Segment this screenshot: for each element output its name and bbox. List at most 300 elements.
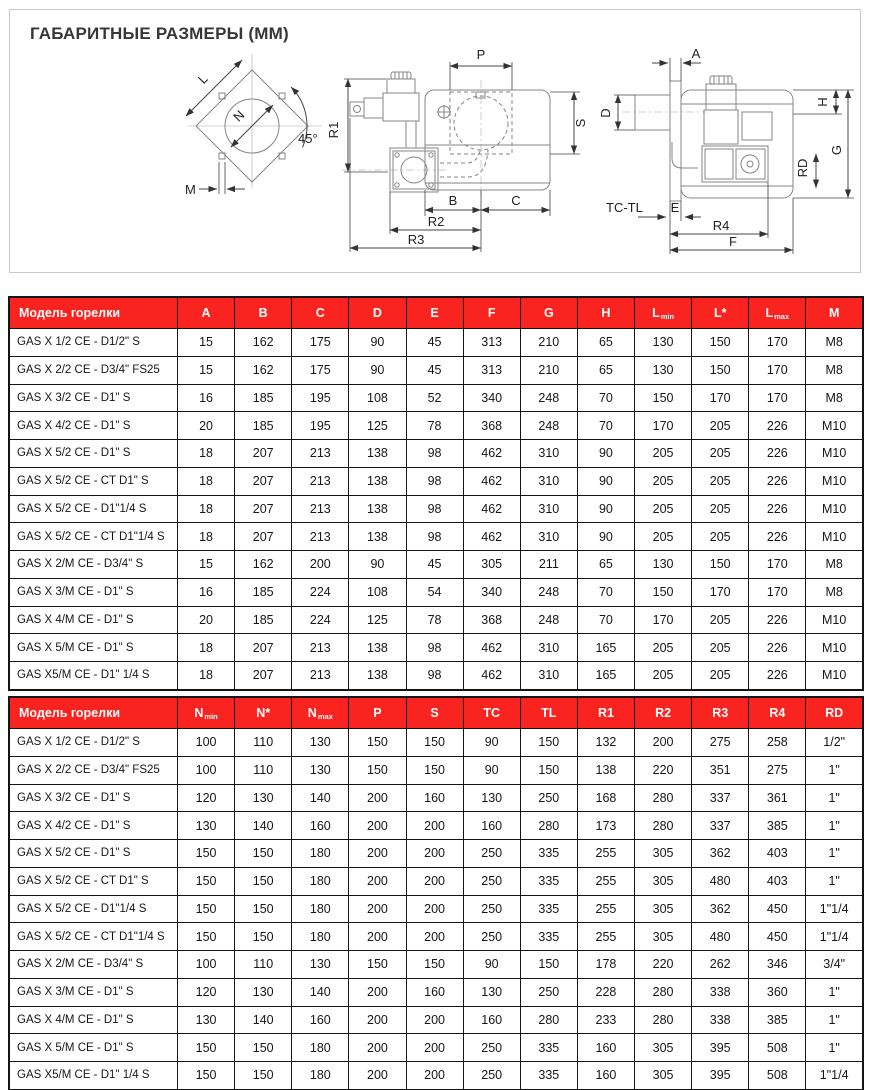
- value-cell: 130: [178, 1006, 235, 1034]
- column-header: M: [806, 297, 863, 329]
- model-cell: GAS X 1/2 CE - D1/2" S: [9, 729, 178, 757]
- value-cell: M10: [806, 662, 863, 690]
- value-cell: 207: [235, 495, 292, 523]
- value-cell: 120: [178, 978, 235, 1006]
- value-cell: 110: [235, 729, 292, 757]
- value-cell: 98: [406, 467, 463, 495]
- value-cell: 162: [235, 329, 292, 357]
- value-cell: M8: [806, 551, 863, 579]
- burner-top-view-drawing: [328, 46, 613, 258]
- value-cell: 185: [235, 412, 292, 440]
- value-cell: 16: [178, 578, 235, 606]
- value-cell: 160: [577, 1062, 634, 1090]
- table-row: [9, 412, 863, 440]
- value-cell: 150: [235, 867, 292, 895]
- value-cell: 180: [292, 895, 349, 923]
- model-cell: GAS X 5/2 CE - CT D1"1/4 S: [9, 923, 178, 951]
- value-cell: 310: [520, 467, 577, 495]
- value-cell: 160: [406, 978, 463, 1006]
- value-cell: 18: [178, 523, 235, 551]
- column-header: R1: [577, 697, 634, 729]
- value-cell: 125: [349, 606, 406, 634]
- column-header: C: [292, 297, 349, 329]
- value-cell: 15: [178, 551, 235, 579]
- value-cell: 140: [292, 978, 349, 1006]
- value-cell: 340: [463, 578, 520, 606]
- value-cell: 130: [235, 978, 292, 1006]
- value-cell: 255: [577, 867, 634, 895]
- column-header: $N_{max}$: [292, 697, 349, 729]
- value-cell: 310: [520, 634, 577, 662]
- value-cell: 132: [577, 729, 634, 757]
- value-cell: 178: [577, 951, 634, 979]
- value-cell: 205: [692, 467, 749, 495]
- value-cell: 1": [806, 756, 863, 784]
- value-cell: 180: [292, 1062, 349, 1090]
- table-row: [9, 440, 863, 468]
- value-cell: 100: [178, 951, 235, 979]
- value-cell: 70: [577, 412, 634, 440]
- value-cell: 150: [692, 329, 749, 357]
- value-cell: 170: [749, 551, 806, 579]
- value-cell: 200: [349, 1062, 406, 1090]
- column-header: TC: [463, 697, 520, 729]
- value-cell: 150: [235, 1062, 292, 1090]
- value-cell: 90: [577, 523, 634, 551]
- value-cell: 150: [520, 951, 577, 979]
- column-header: F: [463, 297, 520, 329]
- value-cell: 150: [406, 756, 463, 784]
- dimensions-table-2: [8, 696, 864, 1090]
- value-cell: 150: [635, 384, 692, 412]
- value-cell: 462: [463, 495, 520, 523]
- value-cell: 173: [577, 812, 634, 840]
- value-cell: 226: [749, 440, 806, 468]
- value-cell: 226: [749, 467, 806, 495]
- value-cell: 310: [520, 662, 577, 690]
- value-cell: 462: [463, 467, 520, 495]
- table-row: [9, 1062, 863, 1090]
- value-cell: 313: [463, 329, 520, 357]
- value-cell: 130: [463, 784, 520, 812]
- model-cell: GAS X 5/2 CE - CT D1" S: [9, 467, 178, 495]
- value-cell: 150: [349, 951, 406, 979]
- value-cell: 205: [635, 634, 692, 662]
- value-cell: 205: [692, 662, 749, 690]
- value-cell: 170: [635, 412, 692, 440]
- value-cell: 18: [178, 662, 235, 690]
- table-row: [9, 756, 863, 784]
- value-cell: 150: [406, 951, 463, 979]
- value-cell: M10: [806, 440, 863, 468]
- value-cell: 175: [292, 329, 349, 357]
- table-row: [9, 951, 863, 979]
- value-cell: 130: [292, 729, 349, 757]
- dim-label-45deg: 45°: [298, 131, 318, 146]
- value-cell: 305: [635, 867, 692, 895]
- value-cell: 138: [349, 523, 406, 551]
- value-cell: 280: [520, 1006, 577, 1034]
- value-cell: 275: [692, 729, 749, 757]
- dim-label-r3: R3: [407, 232, 425, 247]
- table-row: [9, 329, 863, 357]
- value-cell: 462: [463, 634, 520, 662]
- value-cell: 305: [635, 1062, 692, 1090]
- value-cell: 275: [749, 756, 806, 784]
- table-row: [9, 1006, 863, 1034]
- value-cell: 248: [520, 606, 577, 634]
- value-cell: 180: [292, 840, 349, 868]
- value-cell: 130: [235, 784, 292, 812]
- value-cell: 250: [463, 923, 520, 951]
- value-cell: 45: [406, 329, 463, 357]
- value-cell: 335: [520, 1034, 577, 1062]
- model-cell: GAS X 5/M CE - D1" S: [9, 634, 178, 662]
- table-row: [9, 634, 863, 662]
- table-row: [9, 578, 863, 606]
- value-cell: 205: [635, 523, 692, 551]
- value-cell: 170: [692, 384, 749, 412]
- model-cell: GAS X 3/2 CE - D1" S: [9, 784, 178, 812]
- value-cell: 15: [178, 329, 235, 357]
- value-cell: 150: [235, 923, 292, 951]
- value-cell: 205: [635, 662, 692, 690]
- value-cell: 200: [349, 1006, 406, 1034]
- value-cell: 150: [349, 756, 406, 784]
- model-cell: GAS X 2/M CE - D3/4" S: [9, 951, 178, 979]
- model-cell: GAS X 5/2 CE - D1" S: [9, 840, 178, 868]
- dim-label-tc-tl: TC-TL: [606, 200, 643, 215]
- value-cell: 185: [235, 384, 292, 412]
- value-cell: 45: [406, 356, 463, 384]
- value-cell: 248: [520, 412, 577, 440]
- value-cell: 45: [406, 551, 463, 579]
- value-cell: 200: [349, 978, 406, 1006]
- value-cell: 205: [692, 495, 749, 523]
- value-cell: 90: [577, 495, 634, 523]
- value-cell: 248: [520, 578, 577, 606]
- value-cell: 310: [520, 495, 577, 523]
- model-cell: GAS X 3/2 CE - D1" S: [9, 384, 178, 412]
- model-cell: GAS X 4/M CE - D1" S: [9, 1006, 178, 1034]
- value-cell: 160: [463, 1006, 520, 1034]
- column-header: S: [406, 697, 463, 729]
- model-cell: GAS X 5/2 CE - D1" S: [9, 440, 178, 468]
- table-row: [9, 812, 863, 840]
- value-cell: 480: [692, 923, 749, 951]
- dim-label-m: M: [185, 182, 196, 197]
- value-cell: 462: [463, 440, 520, 468]
- dim-label-h: H: [815, 97, 830, 107]
- value-cell: 90: [463, 756, 520, 784]
- value-cell: 52: [406, 384, 463, 412]
- value-cell: 508: [749, 1034, 806, 1062]
- value-cell: 205: [692, 606, 749, 634]
- value-cell: 480: [692, 867, 749, 895]
- flange-front-drawing: [172, 48, 337, 208]
- value-cell: 200: [349, 923, 406, 951]
- value-cell: 180: [292, 1034, 349, 1062]
- column-header: E: [406, 297, 463, 329]
- dim-label-g: G: [829, 144, 844, 156]
- model-cell: GAS X 4/2 CE - D1" S: [9, 412, 178, 440]
- value-cell: M8: [806, 356, 863, 384]
- value-cell: 340: [463, 384, 520, 412]
- value-cell: 205: [692, 634, 749, 662]
- value-cell: 160: [406, 784, 463, 812]
- value-cell: 211: [520, 551, 577, 579]
- value-cell: 150: [349, 729, 406, 757]
- model-cell: GAS X 5/2 CE - D1"1/4 S: [9, 495, 178, 523]
- value-cell: 335: [520, 1062, 577, 1090]
- column-header: H: [577, 297, 634, 329]
- table-row: [9, 840, 863, 868]
- value-cell: 160: [577, 1034, 634, 1062]
- value-cell: 1": [806, 812, 863, 840]
- value-cell: 220: [635, 756, 692, 784]
- value-cell: 250: [463, 1062, 520, 1090]
- value-cell: 1"1/4: [806, 895, 863, 923]
- value-cell: 150: [520, 729, 577, 757]
- value-cell: 138: [349, 662, 406, 690]
- value-cell: 224: [292, 606, 349, 634]
- value-cell: 130: [292, 951, 349, 979]
- table-row: [9, 729, 863, 757]
- value-cell: 362: [692, 840, 749, 868]
- column-header: $L_{max}$: [749, 297, 806, 329]
- value-cell: 150: [178, 1062, 235, 1090]
- dim-label-r2: R2: [427, 214, 445, 229]
- value-cell: 250: [463, 867, 520, 895]
- value-cell: 213: [292, 523, 349, 551]
- dim-label-p: P: [476, 47, 486, 62]
- value-cell: 310: [520, 440, 577, 468]
- value-cell: 168: [577, 784, 634, 812]
- model-cell: GAS X5/M CE - D1" 1/4 S: [9, 1062, 178, 1090]
- column-header: N*: [235, 697, 292, 729]
- value-cell: 508: [749, 1062, 806, 1090]
- value-cell: M10: [806, 467, 863, 495]
- value-cell: 195: [292, 384, 349, 412]
- model-cell: GAS X 5/2 CE - CT D1" S: [9, 867, 178, 895]
- value-cell: 255: [577, 923, 634, 951]
- value-cell: 213: [292, 634, 349, 662]
- value-cell: 403: [749, 867, 806, 895]
- value-cell: 200: [406, 1006, 463, 1034]
- value-cell: 224: [292, 578, 349, 606]
- table-row: [9, 384, 863, 412]
- value-cell: 65: [577, 551, 634, 579]
- value-cell: 18: [178, 440, 235, 468]
- value-cell: 195: [292, 412, 349, 440]
- table-row: [9, 867, 863, 895]
- column-header: R2: [635, 697, 692, 729]
- value-cell: 18: [178, 495, 235, 523]
- column-header: $L_{min}$: [635, 297, 692, 329]
- value-cell: 3/4": [806, 951, 863, 979]
- value-cell: 150: [692, 551, 749, 579]
- value-cell: 346: [749, 951, 806, 979]
- value-cell: 226: [749, 634, 806, 662]
- model-cell: GAS X 4/2 CE - D1" S: [9, 812, 178, 840]
- value-cell: 205: [692, 440, 749, 468]
- value-cell: 150: [406, 729, 463, 757]
- value-cell: 90: [463, 951, 520, 979]
- value-cell: 280: [635, 784, 692, 812]
- value-cell: 70: [577, 384, 634, 412]
- column-header: D: [349, 297, 406, 329]
- value-cell: 140: [235, 812, 292, 840]
- value-cell: 170: [749, 329, 806, 357]
- column-header: P: [349, 697, 406, 729]
- value-cell: 130: [292, 756, 349, 784]
- value-cell: 207: [235, 467, 292, 495]
- column-header: L*: [692, 297, 749, 329]
- model-cell: GAS X 2/2 CE - D3/4" FS25: [9, 756, 178, 784]
- value-cell: 210: [520, 356, 577, 384]
- table-row: [9, 467, 863, 495]
- value-cell: 100: [178, 756, 235, 784]
- dim-label-b: B: [448, 193, 458, 208]
- value-cell: 462: [463, 662, 520, 690]
- model-column-header: Модель горелки: [9, 297, 178, 329]
- table-row: [9, 356, 863, 384]
- value-cell: 98: [406, 523, 463, 551]
- value-cell: 226: [749, 662, 806, 690]
- column-header: RD: [806, 697, 863, 729]
- value-cell: 150: [178, 840, 235, 868]
- value-cell: 130: [635, 329, 692, 357]
- value-cell: 200: [406, 895, 463, 923]
- value-cell: 15: [178, 356, 235, 384]
- value-cell: 335: [520, 895, 577, 923]
- value-cell: 200: [406, 812, 463, 840]
- value-cell: M8: [806, 578, 863, 606]
- dim-label-s: S: [573, 118, 588, 128]
- value-cell: 280: [520, 812, 577, 840]
- value-cell: 78: [406, 606, 463, 634]
- value-cell: 150: [692, 356, 749, 384]
- value-cell: 100: [178, 729, 235, 757]
- value-cell: 185: [235, 578, 292, 606]
- value-cell: 200: [406, 1034, 463, 1062]
- value-cell: 1"1/4: [806, 1062, 863, 1090]
- value-cell: 125: [349, 412, 406, 440]
- value-cell: 213: [292, 495, 349, 523]
- value-cell: 200: [349, 1034, 406, 1062]
- value-cell: 138: [349, 634, 406, 662]
- value-cell: 280: [635, 978, 692, 1006]
- value-cell: 305: [635, 1034, 692, 1062]
- value-cell: 150: [178, 895, 235, 923]
- table-row: [9, 895, 863, 923]
- value-cell: 255: [577, 895, 634, 923]
- value-cell: 54: [406, 578, 463, 606]
- value-cell: 305: [463, 551, 520, 579]
- table-row: [9, 606, 863, 634]
- value-cell: 90: [463, 729, 520, 757]
- value-cell: 255: [577, 840, 634, 868]
- page-title: ГАБАРИТНЫЕ РАЗМЕРЫ (ММ): [30, 24, 289, 43]
- value-cell: 1": [806, 784, 863, 812]
- value-cell: 362: [692, 895, 749, 923]
- value-cell: 1": [806, 1034, 863, 1062]
- value-cell: 160: [463, 812, 520, 840]
- value-cell: M10: [806, 523, 863, 551]
- value-cell: 200: [406, 1062, 463, 1090]
- value-cell: 18: [178, 467, 235, 495]
- value-cell: 18: [178, 634, 235, 662]
- value-cell: 162: [235, 551, 292, 579]
- model-cell: GAS X 5/2 CE - D1"1/4 S: [9, 895, 178, 923]
- value-cell: 120: [178, 784, 235, 812]
- value-cell: M8: [806, 329, 863, 357]
- value-cell: 78: [406, 412, 463, 440]
- value-cell: 138: [577, 756, 634, 784]
- value-cell: 90: [349, 551, 406, 579]
- value-cell: 170: [749, 356, 806, 384]
- value-cell: 335: [520, 840, 577, 868]
- value-cell: 385: [749, 812, 806, 840]
- model-cell: GAS X 3/M CE - D1" S: [9, 978, 178, 1006]
- value-cell: 16: [178, 384, 235, 412]
- dim-label-l: L: [194, 70, 211, 87]
- value-cell: 200: [349, 784, 406, 812]
- value-cell: 395: [692, 1034, 749, 1062]
- value-cell: 98: [406, 662, 463, 690]
- dim-label-d: D: [598, 108, 613, 118]
- value-cell: 205: [692, 523, 749, 551]
- value-cell: 360: [749, 978, 806, 1006]
- value-cell: 226: [749, 523, 806, 551]
- dimensions-table-1: [8, 296, 864, 691]
- model-cell: GAS X 4/M CE - D1" S: [9, 606, 178, 634]
- dim-label-rd: RD: [795, 158, 810, 178]
- table-row: [9, 1034, 863, 1062]
- model-cell: GAS X 3/M CE - D1" S: [9, 578, 178, 606]
- value-cell: M10: [806, 634, 863, 662]
- value-cell: 108: [349, 578, 406, 606]
- model-cell: GAS X 2/M CE - D3/4" S: [9, 551, 178, 579]
- value-cell: 200: [349, 895, 406, 923]
- value-cell: 165: [577, 634, 634, 662]
- value-cell: 1"1/4: [806, 923, 863, 951]
- value-cell: 200: [349, 812, 406, 840]
- value-cell: 180: [292, 867, 349, 895]
- value-cell: 403: [749, 840, 806, 868]
- value-cell: 65: [577, 329, 634, 357]
- value-cell: 233: [577, 1006, 634, 1034]
- value-cell: 200: [406, 867, 463, 895]
- value-cell: 1": [806, 840, 863, 868]
- value-cell: 313: [463, 356, 520, 384]
- value-cell: 226: [749, 412, 806, 440]
- column-header: B: [235, 297, 292, 329]
- value-cell: 90: [577, 467, 634, 495]
- value-cell: 150: [178, 923, 235, 951]
- value-cell: 280: [635, 812, 692, 840]
- value-cell: 200: [292, 551, 349, 579]
- value-cell: 385: [749, 1006, 806, 1034]
- model-cell: GAS X 2/2 CE - D3/4" FS25: [9, 356, 178, 384]
- value-cell: 110: [235, 951, 292, 979]
- value-cell: 220: [635, 951, 692, 979]
- table-row: [9, 784, 863, 812]
- value-cell: 368: [463, 606, 520, 634]
- value-cell: 200: [349, 867, 406, 895]
- value-cell: 1": [806, 1006, 863, 1034]
- value-cell: 200: [406, 923, 463, 951]
